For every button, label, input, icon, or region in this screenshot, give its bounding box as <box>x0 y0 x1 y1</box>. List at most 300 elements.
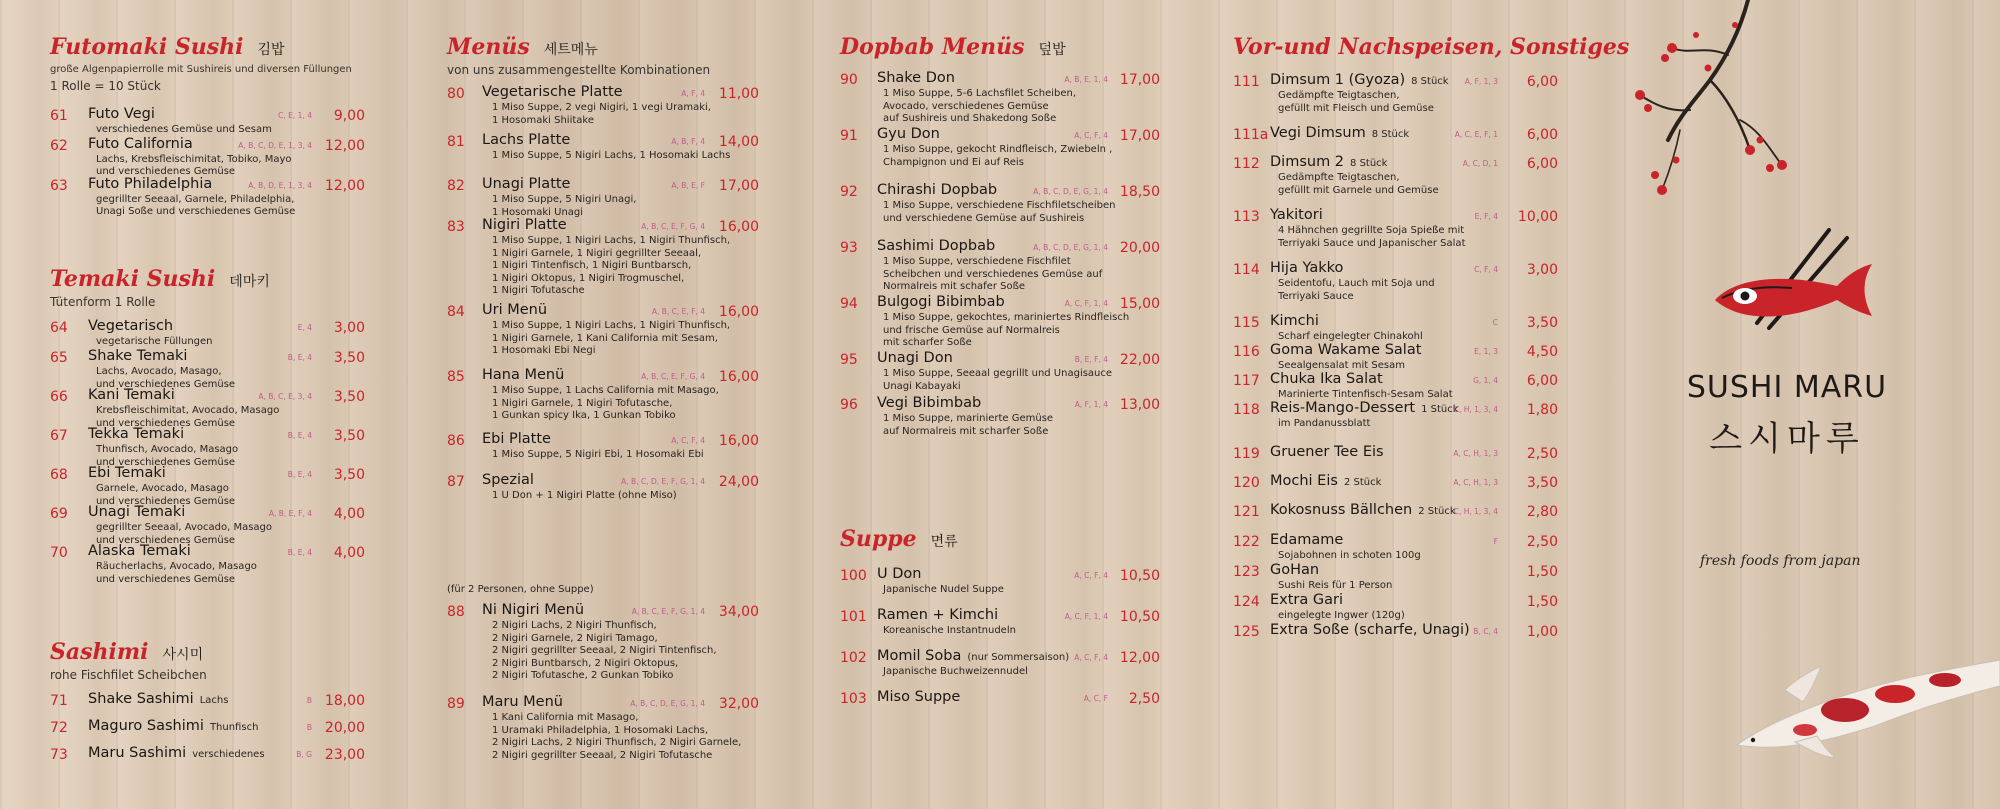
brand-logo <box>1662 228 1912 460</box>
item-description: 1 Nigiri Oktopus, 1 Nigiri Trogmuschel, <box>492 272 685 284</box>
item-name-text: Maru Sashimi <box>88 745 187 761</box>
item-name <box>482 472 534 488</box>
item-description: 1 Miso Suppe, 5 Nigiri Unagi, <box>492 194 637 205</box>
item-description: Thunfisch, Avocado, Masago <box>96 444 239 455</box>
item-price: 18,00 <box>324 693 365 709</box>
temaki-section <box>50 266 370 585</box>
item-price: 15,00 <box>1119 296 1160 312</box>
item-allergens: C, H, 1, 3, 4 <box>1453 405 1498 414</box>
item-name <box>877 607 998 623</box>
item-description: 2 Nigiri Lachs, 2 Nigiri Thunfisch, 2 Nigiri Garnele, <box>492 737 742 748</box>
item-allergens: A, C, F <box>1083 694 1108 703</box>
item-price: 6,00 <box>1526 74 1558 90</box>
item-price: 12,00 <box>1119 650 1160 666</box>
item-name-text: Ni Nigiri Menü <box>482 602 585 618</box>
item-description: vegetarische Füllungen <box>96 336 213 347</box>
item-description: und verschiedenes Gemüse <box>96 378 236 390</box>
item-number: 103 <box>840 691 867 707</box>
item-number: 115 <box>1233 315 1260 331</box>
item-description: gegrillter Seeaal, Avocado, Masago <box>96 522 273 533</box>
item-price: 22,00 <box>1119 352 1160 368</box>
item-description: Terriyaki Sauce und Japanischer Salat <box>1278 237 1466 249</box>
item-name-text: Unagi Don <box>877 350 953 366</box>
item-description: 1 Nigiri Tofutasche <box>492 285 585 296</box>
menus-items <box>447 84 767 584</box>
item-description: Japanische Nudel Suppe <box>883 584 1004 595</box>
item-number: 114 <box>1233 262 1260 278</box>
item-allergens: A, C, H, 1, 3 <box>1453 449 1498 458</box>
item-number: 92 <box>840 184 858 200</box>
item-allergens: B <box>306 723 312 732</box>
item-description: 1 Miso Suppe, 5 Nigiri Lachs, 1 Hosomaki Lachs <box>492 150 731 161</box>
item-name <box>482 302 547 318</box>
item-number: 67 <box>50 428 68 444</box>
item-number: 86 <box>447 433 465 449</box>
cherry-blossom-branch-icon <box>1610 0 1830 220</box>
item-description: Lachs, Krebsfleischimitat, Tobiko, Mayo <box>96 153 292 165</box>
item-name <box>1270 473 1381 489</box>
item-description: Garnele, Avocado, Masago <box>96 483 229 494</box>
item-price: 16,00 <box>718 219 759 235</box>
item-description: 1 Miso Suppe, 1 Lachs California mit Masago, <box>492 385 719 396</box>
menus-items2 <box>447 602 767 782</box>
item-price: 16,00 <box>718 433 759 449</box>
item-count: 8 Stück <box>1371 129 1410 140</box>
item-allergens: E, 1, 3 <box>1474 347 1498 356</box>
item-number: 71 <box>50 693 68 709</box>
column-2 <box>447 34 767 761</box>
item-price: 6,00 <box>1526 127 1558 143</box>
tagline: fresh foods from japan <box>1700 553 1861 569</box>
item-description: Japanische Buchweizennudel <box>883 666 1028 677</box>
item-name-text: Futo California <box>88 135 193 152</box>
item-name <box>1270 72 1449 88</box>
item-allergens: A, C, F, 4 <box>1074 653 1108 662</box>
vor-title-text: Vor-und Nachspeisen, Sonstiges <box>1233 34 1630 60</box>
item-name-text: GoHan <box>1270 562 1320 578</box>
item-name-text: Uri Menü <box>482 302 548 318</box>
item-name-text: Kani Temaki <box>88 387 175 403</box>
item-name <box>482 431 551 447</box>
item-number: 111a <box>1233 127 1269 143</box>
futomaki-title-kr: 김밥 <box>257 42 285 58</box>
item-name <box>877 350 953 366</box>
item-number: 61 <box>50 107 68 124</box>
futomaki-section <box>50 36 370 216</box>
item-name <box>1270 592 1343 608</box>
item-description: Lachs, Avocado, Masago, <box>96 366 222 377</box>
item-name-text: Vegetarisch <box>88 318 174 334</box>
item-name <box>1270 371 1383 387</box>
suppe-title-kr: 면류 <box>930 534 958 550</box>
sashimi-title-text: Sashimi <box>50 639 149 665</box>
item-price: 10,50 <box>1119 568 1160 584</box>
futomaki-subtitle: große Algenpapierrolle mit Sushireis und diversen Füllungen <box>50 64 352 75</box>
item-name <box>877 648 1069 664</box>
item-description: 1 U Don + 1 Nigiri Platte (ohne Miso) <box>492 490 677 501</box>
item-allergens: B, E, 4 <box>287 548 312 557</box>
item-name-text: Miso Suppe <box>877 689 961 705</box>
item-name-text: Gyu Don <box>877 126 940 142</box>
item-allergens: B, E, 4 <box>287 470 312 479</box>
item-description: 1 Miso Suppe, marinierte Gemüse <box>883 413 1054 424</box>
item-name-text: Maguro Sashimi <box>88 718 204 734</box>
item-name <box>877 395 981 411</box>
item-number: 113 <box>1233 209 1260 225</box>
item-name-text: Spezial <box>482 472 534 488</box>
item-allergens: A, C, F, 1, 4 <box>1064 299 1108 308</box>
item-description: Sojabohnen in schoten 100g <box>1278 550 1421 561</box>
item-description: Normalreis mit schafer Soße <box>883 281 1026 292</box>
item-number: 72 <box>50 720 68 736</box>
item-description: Gedämpfte Teigtaschen, <box>1278 90 1400 101</box>
item-name <box>1270 622 1470 638</box>
item-price: 6,00 <box>1526 156 1558 172</box>
sashimi-items <box>50 691 370 781</box>
item-description: 1 Miso Suppe, verschiedene Fischfilet <box>883 256 1071 267</box>
item-allergens: A, B, C, E, F, 4 <box>651 307 705 316</box>
item-allergens: A, C, D, 1 <box>1462 159 1498 168</box>
item-name <box>1270 532 1343 548</box>
item-allergens: C, E, 1, 4 <box>278 110 312 120</box>
item-name <box>1270 125 1409 141</box>
item-description: 2 Nigiri Tofutasche, 2 Gunkan Tobiko <box>492 670 674 681</box>
item-allergens: A, C, F, 4 <box>1074 131 1108 140</box>
item-allergens: A, B, D, E, 1, 3, 4 <box>248 180 312 190</box>
item-allergens: E, F, 4 <box>1474 212 1498 221</box>
brand-name-kr: 스시마루 <box>1709 419 1865 459</box>
item-number: 80 <box>447 86 465 102</box>
item-description: Koreanische Instantnudeln <box>883 625 1016 636</box>
item-allergens: A, C, F, 4 <box>1074 571 1108 580</box>
item-name-text: Chuka Ika Salat <box>1270 371 1383 387</box>
item-name <box>88 504 185 520</box>
item-description: und verschiedene Gemüse auf Sushireis <box>883 212 1085 224</box>
item-allergens: F <box>1493 537 1498 546</box>
item-count: 8 Stück <box>1411 76 1449 87</box>
menus-title-text: Menüs <box>447 34 530 60</box>
item-description: und verschiedenes Gemüse <box>96 495 236 507</box>
item-name-text: Nigiri Platte <box>482 217 567 233</box>
item-name <box>1270 502 1456 518</box>
item-name <box>88 426 184 442</box>
item-number: 121 <box>1233 504 1260 520</box>
item-price: 34,00 <box>718 604 759 620</box>
item-number: 101 <box>840 609 867 625</box>
item-description: Räucherlachs, Avocado, Masago <box>96 561 257 572</box>
item-allergens: B <box>306 696 312 705</box>
item-number: 65 <box>50 350 68 366</box>
item-allergens: C, F, 4 <box>1474 265 1498 274</box>
item-name-text: Gruener Tee Eis <box>1270 444 1384 460</box>
item-description: und verschiedenes Gemüse <box>96 573 236 585</box>
item-count: (nur Sommersaison) <box>967 652 1070 663</box>
item-description: 2 Nigiri Buntbarsch, 2 Nigiri Oktopus, <box>492 657 679 669</box>
item-name-text: Shake Temaki <box>88 348 188 364</box>
item-description: 1 Gunkan spicy Ika, 1 Gunkan Tobiko <box>492 410 676 421</box>
item-description: Avocado, verschiedenes Gemüse <box>883 100 1049 112</box>
dopbab-items <box>840 70 1160 490</box>
item-description: Unagi Soße und verschiedenes Gemüse <box>96 206 296 217</box>
temaki-title-kr: 데마키 <box>229 274 270 290</box>
item-number: 66 <box>50 389 68 405</box>
item-name <box>482 176 570 192</box>
item-name <box>1270 342 1421 358</box>
item-description: eingelegte Ingwer (120g) <box>1278 610 1405 621</box>
item-name-text: Futo Vegi <box>88 105 155 122</box>
item-description: 2 Nigiri gegrillter Seeaal, 2 Nigiri Tofutasche <box>492 749 713 761</box>
item-price: 14,00 <box>718 134 759 150</box>
item-price: 3,50 <box>333 428 365 444</box>
item-description: Unagi Kabayaki <box>883 380 961 392</box>
temaki-title <box>50 268 370 290</box>
item-name-text: Ebi Platte <box>482 431 551 447</box>
temaki-title-text: Temaki Sushi <box>50 266 216 292</box>
item-description: 1 Miso Suppe, 1 Nigiri Lachs, 1 Nigiri Thunfisch, <box>492 320 731 331</box>
item-number: 122 <box>1233 534 1260 550</box>
item-description: gefüllt mit Garnele und Gemüse <box>1278 184 1439 196</box>
item-name-text: Ramen + Kimchi <box>877 607 999 623</box>
item-description: 1 Nigiri Garnele, 1 Nigiri Tofutasche, <box>492 397 673 409</box>
item-allergens: A, B, C, E, F, G, 1, 4 <box>631 607 705 616</box>
futomaki-title <box>50 36 370 58</box>
fish-chopsticks-logo-icon <box>1697 228 1877 358</box>
item-price: 20,00 <box>1119 240 1160 256</box>
item-description: Krebsfleischimitat, Avocado, Masago <box>96 405 280 416</box>
item-allergens: A, C, H, 1, 3 <box>1453 478 1498 487</box>
item-description: Marinierte Tintenfisch-Sesam Salat <box>1278 389 1453 400</box>
item-price: 4,50 <box>1526 344 1558 360</box>
item-number: 90 <box>840 72 858 88</box>
item-count: 8 Stück <box>1350 158 1388 169</box>
item-name <box>482 84 623 100</box>
item-number: 84 <box>447 304 465 320</box>
koi-fish-icon <box>1725 630 2000 760</box>
item-allergens: B, E, F, 4 <box>1074 355 1108 364</box>
item-name-text: Unagi Temaki <box>88 504 186 520</box>
item-description: 1 Miso Suppe, gekocht Rindfleisch, Zwiebeln , <box>883 144 1113 155</box>
item-name-text: Vegi Bibimbab <box>877 395 982 411</box>
item-name <box>88 387 175 403</box>
item-name <box>88 691 228 707</box>
item-name-text: Chirashi Dopbab <box>877 182 998 198</box>
item-price: 2,80 <box>1526 504 1558 520</box>
item-name <box>88 718 258 734</box>
item-name-text: Kokosnuss Bällchen <box>1270 502 1413 518</box>
item-price: 1,00 <box>1526 624 1558 640</box>
item-price: 16,00 <box>718 369 759 385</box>
item-number: 70 <box>50 545 68 561</box>
item-name-text: Reis-Mango-Dessert <box>1270 400 1416 416</box>
item-number: 69 <box>50 506 68 522</box>
item-allergens: A, B, C, D, E, G, 1, 4 <box>1033 187 1108 196</box>
suppe-items <box>840 566 1160 716</box>
item-allergens: A, B, C, E, F, G, 4 <box>641 372 705 381</box>
item-allergens: G, 1, 4 <box>1473 376 1498 385</box>
item-description: 1 Hosomaki Shiitake <box>492 114 595 126</box>
item-name-text: Hana Menü <box>482 367 565 383</box>
item-price: 13,00 <box>1119 397 1160 413</box>
sashimi-title-kr: 사시미 <box>162 647 204 663</box>
item-description: 2 Nigiri gegrillter Seeaal, 2 Nigiri Tintenfisch, <box>492 645 717 656</box>
item-price: 17,00 <box>1119 128 1160 144</box>
item-number: 100 <box>840 568 867 584</box>
item-name <box>482 367 564 383</box>
dopbab-title-kr: 덮밥 <box>1038 42 1066 58</box>
item-number: 83 <box>447 219 465 235</box>
item-description: 1 Nigiri Garnele, 1 Kani California mit Sesam, <box>492 332 718 344</box>
item-number: 120 <box>1233 475 1260 491</box>
item-description: 1 Miso Suppe, verschiedene Fischfiletscheiben <box>883 200 1116 211</box>
item-description: Seidentofu, Lauch mit Soja und <box>1278 278 1435 289</box>
item-number: 91 <box>840 128 858 144</box>
item-count: 2 Stück <box>1343 477 1382 488</box>
item-allergens: A, F, 4 <box>681 89 705 98</box>
item-count: Thunfisch <box>209 722 259 733</box>
temaki-items <box>50 318 370 585</box>
item-price: 3,50 <box>1526 315 1558 331</box>
item-allergens: A, B, E, F <box>671 181 705 190</box>
item-name-text: Ebi Temaki <box>88 465 166 481</box>
item-name-text: Lachs Platte <box>482 132 571 148</box>
item-number: 112 <box>1233 156 1260 172</box>
item-name <box>877 294 1005 310</box>
item-price: 6,00 <box>1526 373 1558 389</box>
item-name-text: Dimsum 2 <box>1270 154 1345 170</box>
item-description: 2 Nigiri Lachs, 2 Nigiri Thunfisch, <box>492 620 657 631</box>
item-price: 3,00 <box>333 320 365 336</box>
item-price: 20,00 <box>324 720 365 736</box>
item-price: 24,00 <box>718 474 759 490</box>
for-two-note: (für 2 Personen, ohne Suppe) <box>447 584 594 595</box>
item-description: auf Sushireis und Shakedong Soße <box>883 113 1057 124</box>
item-name-text: Extra Gari <box>1270 592 1343 608</box>
menus-title-kr: 세트메뉴 <box>543 42 598 58</box>
item-price: 17,00 <box>1119 72 1160 88</box>
item-name-text: Kimchi <box>1270 313 1319 329</box>
item-allergens: B, C, 4 <box>1473 627 1498 636</box>
item-number: 117 <box>1233 373 1260 389</box>
item-name <box>88 348 187 364</box>
item-number: 63 <box>50 177 68 194</box>
item-name <box>877 182 997 198</box>
item-price: 2,50 <box>1128 691 1160 707</box>
item-description: 1 Miso Suppe, Seeaal gegrillt und Unagisauce <box>883 368 1113 379</box>
item-price: 1,50 <box>1526 594 1558 610</box>
item-name <box>482 694 563 710</box>
item-name <box>877 689 960 705</box>
item-allergens: A, B, C, D, E, 1, 3, 4 <box>238 140 312 150</box>
item-description: 1 Kani California mit Masago, <box>492 712 639 723</box>
item-number: 116 <box>1233 344 1260 360</box>
item-number: 88 <box>447 604 465 620</box>
item-name <box>88 318 173 334</box>
item-name <box>1270 313 1319 329</box>
item-number: 64 <box>50 320 68 336</box>
item-allergens: B, E, 4 <box>287 353 312 362</box>
item-number: 124 <box>1233 594 1260 610</box>
item-number: 94 <box>840 296 858 312</box>
item-name-text: Yakitori <box>1270 207 1323 223</box>
item-number: 62 <box>50 137 68 154</box>
item-count: 1 Stück <box>1421 404 1459 415</box>
item-allergens: A, C, F, 1, 4 <box>1064 612 1108 621</box>
item-price: 3,50 <box>333 389 365 405</box>
item-count: 2 Stück <box>1418 506 1456 517</box>
vor-title <box>1233 34 1630 60</box>
item-allergens: A, B, C, D, E, G, 1, 4 <box>630 699 705 708</box>
item-allergens: A, F, 1, 4 <box>1074 400 1108 409</box>
item-name <box>877 126 940 142</box>
item-number: 73 <box>50 747 68 763</box>
futomaki-items <box>50 106 370 216</box>
sashimi-section <box>50 641 370 781</box>
item-name <box>482 217 567 233</box>
suppe-title-text: Suppe <box>840 526 917 552</box>
item-name <box>88 106 155 122</box>
item-name <box>1270 154 1387 170</box>
item-name <box>877 238 995 254</box>
item-name-text: Goma Wakame Salat <box>1270 342 1422 358</box>
item-price: 3,50 <box>333 350 365 366</box>
item-allergens: A, B, C, E, 3, 4 <box>258 392 312 401</box>
item-description: 1 Nigiri Tintenfisch, 1 Nigiri Buntbarsch, <box>492 260 692 271</box>
suppe-section <box>840 528 1160 716</box>
item-description: 1 Miso Suppe, 1 Nigiri Lachs, 1 Nigiri Thunfisch, <box>492 235 731 246</box>
item-description: 4 Hähnchen gegrillte Soja Spieße mit <box>1278 225 1465 236</box>
item-name-text: Mochi Eis <box>1270 473 1338 489</box>
item-number: 85 <box>447 369 465 385</box>
item-description: und verschiedenes Gemüse <box>96 417 236 429</box>
item-name <box>877 566 921 582</box>
column-3 <box>840 34 1160 707</box>
item-description: 1 Uramaki Philadelphia, 1 Hosomaki Lachs, <box>492 724 709 736</box>
item-name <box>1270 207 1323 223</box>
item-name-text: Shake Don <box>877 70 955 86</box>
item-price: 4,00 <box>333 506 365 522</box>
item-description: und verschiedenes Gemüse <box>96 166 236 177</box>
item-price: 18,50 <box>1119 184 1160 200</box>
item-price: 11,00 <box>718 86 759 102</box>
item-name-text: Vegi Dimsum <box>1270 125 1366 141</box>
item-description: 1 Miso Suppe, 2 vegi Nigiri, 1 vegi Uramaki, <box>492 102 711 113</box>
item-description: mit scharfer Soße <box>883 337 972 348</box>
item-number: 125 <box>1233 624 1260 640</box>
item-description: 2 Nigiri Garnele, 2 Nigiri Tamago, <box>492 632 658 644</box>
item-price: 2,50 <box>1526 446 1558 462</box>
item-allergens: A, F, 1, 3 <box>1464 77 1498 86</box>
item-count: Lachs <box>199 695 229 706</box>
column-4 <box>1233 34 1630 772</box>
item-allergens: A, B, E, 1, 4 <box>1064 75 1108 84</box>
brand-name: SUSHI MARU <box>1686 370 1888 405</box>
item-price: 12,00 <box>324 137 365 154</box>
item-description: Sushi Reis für 1 Person <box>1278 580 1393 591</box>
item-name <box>88 543 191 559</box>
item-price: 10,50 <box>1119 609 1160 625</box>
item-price: 3,50 <box>1526 475 1558 491</box>
item-description: und frische Gemüse auf Normalreis <box>883 324 1060 336</box>
futomaki-title-text: Futomaki Sushi <box>50 34 244 60</box>
item-name-text: Sashimi Dopbab <box>877 238 996 254</box>
item-name <box>1270 444 1384 460</box>
temaki-subtitle: Tütenform 1 Rolle <box>50 295 156 309</box>
item-description: und verschiedenes Gemüse <box>96 456 236 468</box>
item-price: 1,80 <box>1526 402 1558 418</box>
item-name-text: Bulgogi Bibimbab <box>877 294 1005 310</box>
item-count: verschiedenes <box>192 749 265 760</box>
item-number: 119 <box>1233 446 1260 462</box>
